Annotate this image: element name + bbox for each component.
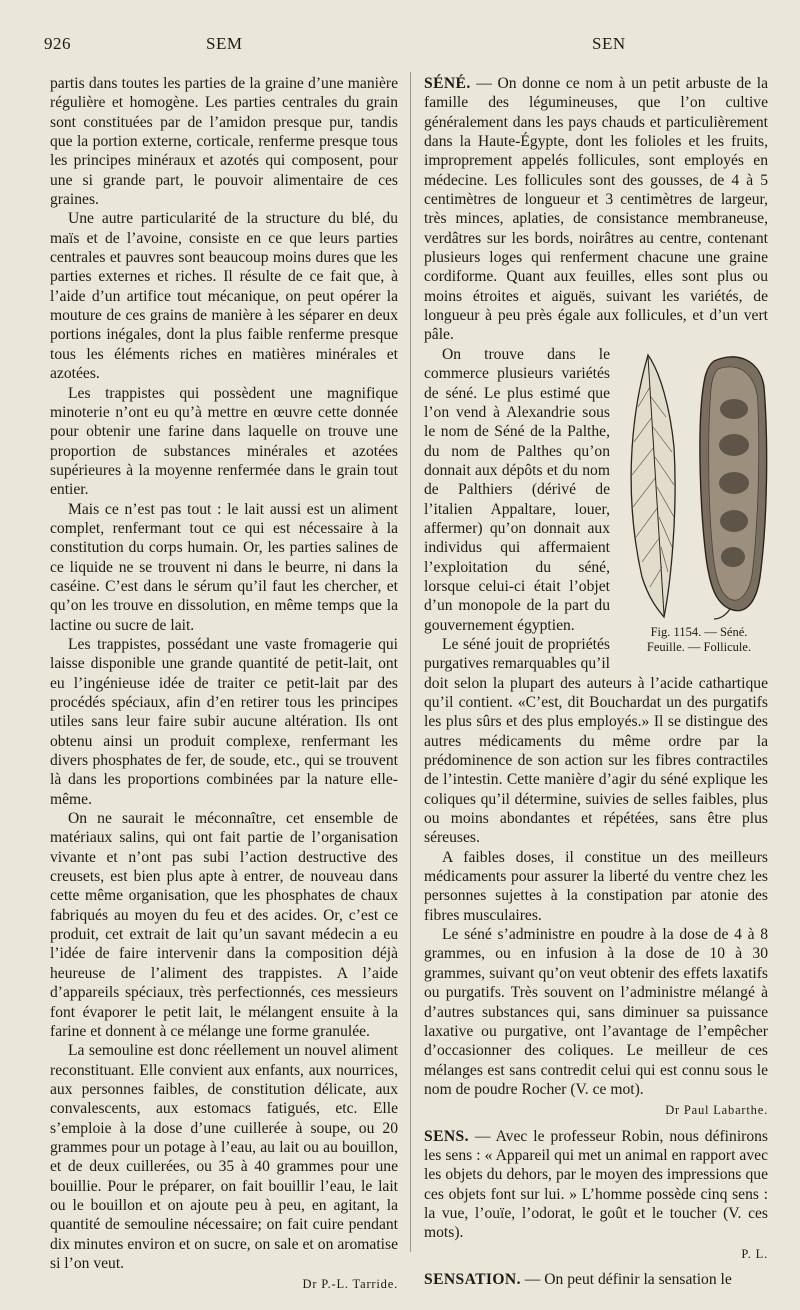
entry-text: — Avec le professeur Robin, nous définirons les sens : « Appareil qui met un animal en rapport avec les objets du dehors, par le moyen des impressions que ces objets font sur lui. » L’homme possède cinq sens : la vue, l’ouïe, l’odorat, le goût et le toucher (V. ces mots). [424, 1127, 769, 1242]
paragraph: Mais ce n’est pas tout : le lait aussi est un aliment complet, renfermant tout ce qui est nécessaire à la constitution du corps humain. Or, les parties salines de ce liquide ne se trouvent ni dans le beurre, ni dans la caséine. C’est dans le sérum qu’il faut les chercher, et qu’on les trouve en dissolution, en même temps que la lactine ou sucre de lait. [50, 500, 398, 634]
entry-headword: SENSATION. [424, 1270, 521, 1288]
entry-sensation [424, 1270, 768, 1289]
left-column [50, 74, 398, 1301]
running-head-right: SEN [592, 34, 626, 53]
paragraph: partis dans toutes les parties de la graine d’une manière régulière et homogène. Les parties centrales du grain sont constituées par de l’amidon presque pur, tandis que la portion externe, corticale, renferme presque tous les principes minéraux et azotés qui composent, pour une si grande part, le pouvoir alimentaire de ces graines. [50, 75, 398, 209]
entry-text: — On peut définir la sensation le [524, 1270, 732, 1288]
entry-sens [424, 1127, 768, 1243]
paragraph: Les trappistes, possédant une vaste fromagerie qui laisse disponible une grande quantité de petit-lait, ont eu l’ingénieuse idée de traiter ce petit-lait par des procédés spéciaux, afin d’en retirer tous les principes utiles sans leur faire subir aucune altération. Ils ont obtenu ainsi un produit complexe, renfermant les divers phosphates de fer, de soude, etc., qui se trouvent là dans les proportions combinées par la nature elle-même. [50, 635, 398, 808]
author-signature: Dr Paul Labarthe. [665, 1103, 768, 1118]
paragraph: Le séné jouit de propriétés purgatives remarquables qu’il doit selon la plupart des auteurs à l’acide cathartique qu’il contient. «C’est, dit Bouchardat un des purgatifs les plus sûrs et des plus employés.» Il se distingue des autres médicaments du même ordre par la prédominence de son action sur les fibres contractiles de l’intestin. Cette manière d’agir du séné explique les coliques qu’il détermine, suivies de selles faibles, plus ou moins abondantes et répétées, sans être plus séreuses. [424, 635, 768, 847]
page-number: 926 [44, 34, 71, 53]
paragraph: On ne saurait le méconnaître, cet ensemble de matériaux salins, qui ont fait partie de l’organisation vivante et n’ont pas subi l’action destructive des creusets, est bien plus apte à entrer, de nouveau dans cette même organisation, que les phosphates de chaux fabriqués au moyen du feu et des acides. Or, c’est ce produit, cet extrait de lait qu’un savant médecin a eu l’idée de faire intervenir dans la composition déjà heureuse de l’aliment des trappistes. A l’aide d’appareils spéciaux, très perfectionnés, ces messieurs font évaporer le petit lait, le mélangent ensuite à la farine et donnent à ce mélange une forme granulée. [50, 810, 398, 1040]
caption-line: Feuille. — Follicule. [646, 639, 752, 654]
figure-caption [624, 625, 774, 655]
author-signature: P. L. [741, 1246, 768, 1261]
running-head-left: SEM [206, 34, 243, 53]
column-divider [410, 72, 411, 1252]
figure-sene [618, 347, 768, 665]
entry-sene [424, 74, 768, 345]
caption-line: Fig. 1154. — Séné. [650, 624, 748, 639]
paragraph: A faibles doses, il constitue un des meilleurs médicaments pour assurer la liberté du ventre chez les personnes sujettes à la constipation par atonie des fibres musculaires. [424, 848, 768, 924]
paragraph: Le séné s’administre en poudre à la dose de 4 à 8 grammes, ou en infusion à la dose de 10 à 30 grammes, suivant qu’on veut obtenir des effets laxatifs ou purgatifs. Très souvent on l’administre mélangé à d’autres substances qui, sans diminuer sa puissance laxative ou purgative, ont l’avantage de l’empêcher d’occasionner des coliques. Le meilleur de ces mélanges est sans contredit celui qui est connu sous le nom de poudre Rocher (V. ce mot). [424, 926, 768, 1098]
right-column [424, 74, 768, 1289]
leaf-drawing [631, 355, 675, 617]
paragraph: Une autre particularité de la structure du blé, du maïs et de l’avoine, consiste en ce que leurs parties centrales et pauvres sont beaucoup moins dures que les parties externes et riches. Il résulte de ce fait que, à l’aide d’un artifice tout mécanique, on peut opérer la mouture de ces grains de manière à les séparer en deux portions inégales, dont la plus faible renferme presque tous les éléments riches en matières minérales et azotées. [50, 210, 398, 383]
paragraph: La semouline est donc réellement un nouvel aliment reconstituant. Elle convient aux enfants, aux nourrices, aux personnes faibles, de constitution délicate, aux convalescents, aux estomacs fatigués, etc. Elle s’emploie à la dose d’une cuillerée à soupe, ou 20 grammes pour un potage à l’eau, au lait ou au bouillon, et de deux cuillerées, ou 35 à 40 grammes pour une bouillie. Pour le préparer, on fait bouillir l’eau, le lait ou le bouillon et on ajoute peu à peu, en agitant, la quantité de semouline nécessaire; on fait cuire pendant dix minutes environ et on sucre, on sale et on aromatise si l’on veut. [50, 1042, 398, 1272]
paragraph: Les trappistes qui possèdent une magnifique minoterie n’ont eu qu’à mettre en œuvre cette donnée pour obtenir une farine dans laquelle on trouve une proportion de substances minérales et azotées supérieures à la moyenne renfermée dans le grain tout entier. [50, 384, 398, 499]
entry-headword: SÉNÉ. [424, 75, 471, 92]
paragraph: On trouve dans le commerce plusieurs variétés de séné. Le plus estimé que l’on vend à Alexandrie sous le nom de Séné de la Palthe, du nom de Palthes qu’on donnait aux dépôts et du nom de Palthiers (dérivé de l’italien Appaltare, louer, affermer) qu’on donnait aux individus qui affermaient l’exploitation du séné, lorsque celui-ci était l’objet d’un monopole de la part du gouvernement égyptien. [424, 345, 610, 634]
sene-illustration [618, 347, 768, 623]
entry-headword: SENS. [424, 1127, 469, 1145]
author-signature: Dr P.-L. Tarride. [302, 1277, 398, 1292]
entry-text: — On donne ce nom à un petit arbuste de la famille des légumineuses, que l’on cultive généralement dans les pays chauds et particulièrement dans la Haute-Égypte, dont les folioles et les fruits, improprement appelés follicules, sont employés en médecine. Les follicules sont des gousses, de 4 à 5 centimètres de longueur et 3 centimètres de largeur, très minces, aplaties, de consistance membraneuse, verdâtres sur les bords, noirâtres au centre, contenant plusieurs loges qui renferment chacune une graine cordiforme. Quant aux feuilles, elles sont plus ou moins étroites et aiguës, suivant les variétés, de longueur à peu près égale aux follicules, et d’un vert pâle. [424, 75, 768, 344]
follicle-drawing [700, 357, 767, 619]
